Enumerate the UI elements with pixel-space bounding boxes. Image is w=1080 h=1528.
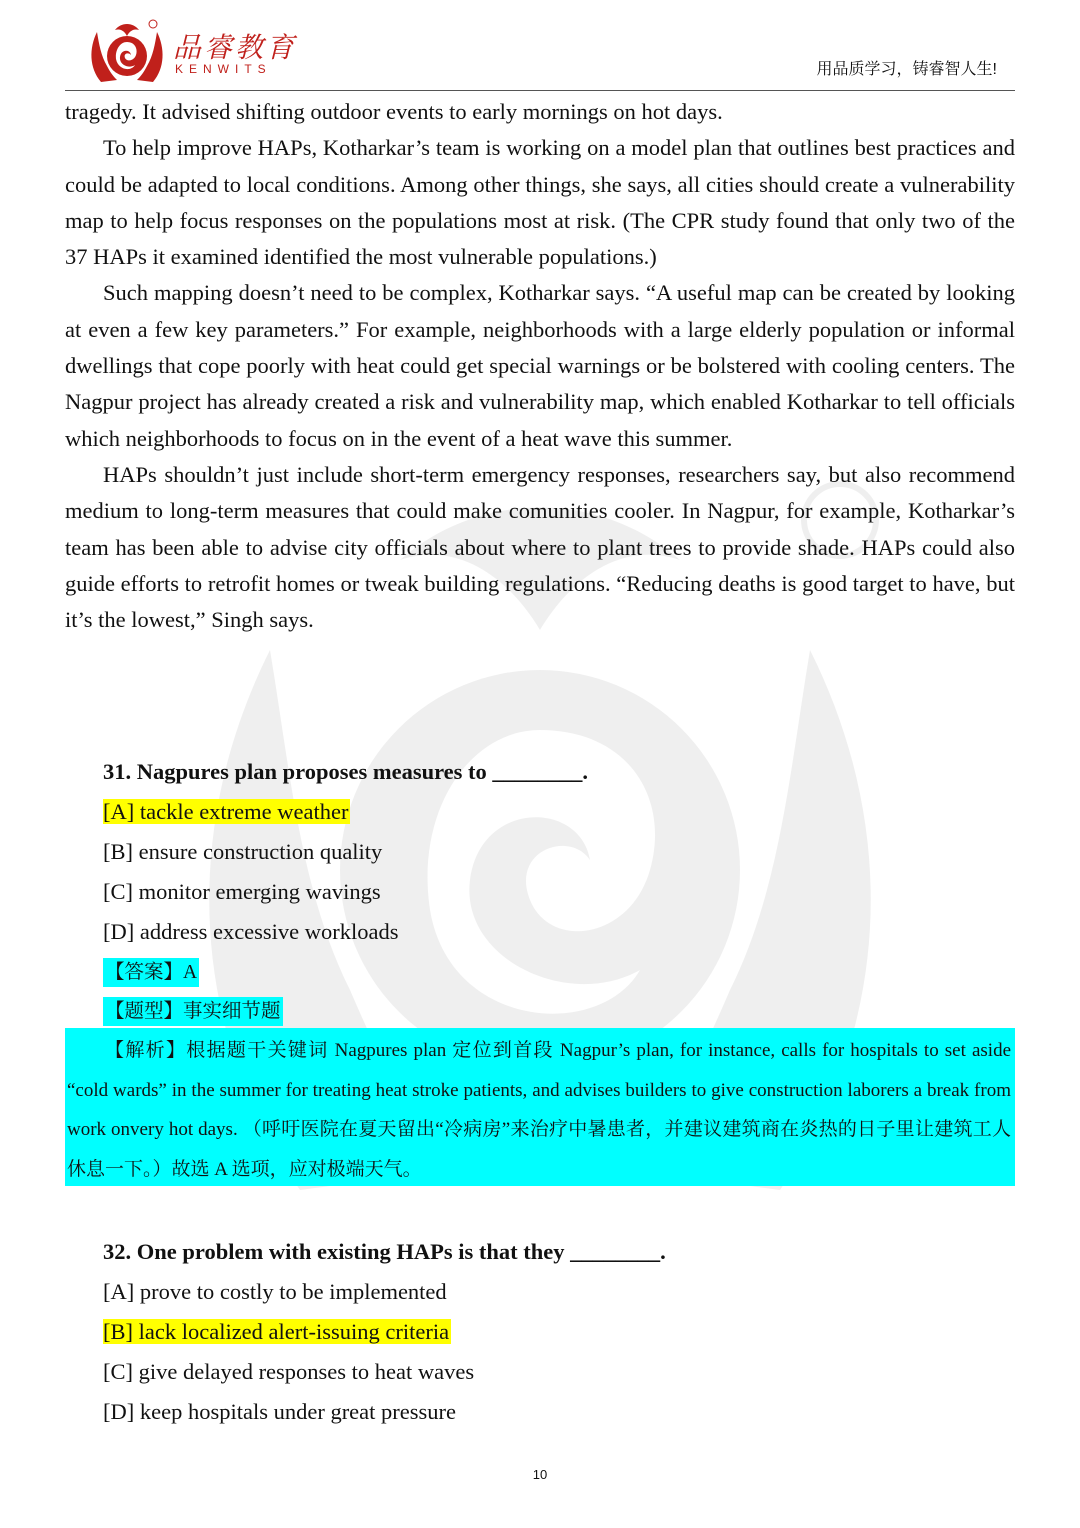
question-32-option-a: [A] prove to costly to be implemented <box>103 1279 447 1304</box>
question-32-title: 32. One problem with existing HAPs is that they ________. <box>103 1239 666 1264</box>
answer-text: 【答案】A <box>103 958 199 987</box>
analysis-text: 【解析】根据题干关键词 Nagpures plan 定位到首段 Nagpur’s plan, for instance, calls for hospitals to set aside “cold wards” in the summer for treating heat stroke patients, and advises builders to give construction laborers a break from work onvery hot days. （呼吁医院在夏天留出“冷病房”来治疗中暑患者，并建议建筑商在炎热的日子里让建筑工人休息一下。）故选 A 选项，应对极端天气。 <box>67 1040 1011 1180</box>
passage-paragraph: Such mapping doesn’t need to be complex, Kotharkar says. “A useful map can be created by looking at even a few key parameters.” For example, neighborhoods with a large elderly population or informal dwellings that cope poorly with heat could get special warnings or be bolstered with cooling centers. The Nagpur project has already created a risk and vulnerability map, which enabled Kotharkar to tell officials which neighborhoods to focus on in the event of a heat wave this summer. <box>65 280 1015 451</box>
question-31-title: 31. Nagpures plan proposes measures to ________. <box>103 759 589 784</box>
passage-paragraph: HAPs shouldn’t just include short-term emergency responses, researchers say, but also recommend medium to long-term measures that could make comunities cooler. In Nagpur, for example, Kotharkar’s team has been able to advise city officials about where to plant trees to provide shade. HAPs could also guide efforts to retrofit homes or tweak building regulations. “Reducing deaths is good target to have, but it’s the lowest,” Singh says. <box>65 461 1015 633</box>
question-31-option-d: [D] address excessive workloads <box>103 919 399 944</box>
question-32-option-b <box>103 1317 451 1347</box>
question-31-analysis <box>65 1028 1015 1186</box>
passage-paragraph: tragedy. It advised shifting outdoor events to early mornings on hot days. <box>65 99 723 124</box>
question-31-option-a <box>103 797 350 827</box>
page-number: 10 <box>532 1467 548 1482</box>
question-32-option-d: [D] keep hospitals under great pressure <box>103 1399 457 1424</box>
passage-paragraph: To help improve HAPs, Kotharkar’s team is working on a model plan that outlines best practices and could be adapted to local conditions. Among other things, she says, all cities should create a vulnerability map to help focus responses on the populations most at risk. (The CPR study found that only two of the 37 HAPs it examined identified the most vulnerable populations.) <box>65 135 1015 270</box>
brand-chinese-name: 品睿教育 <box>173 31 298 64</box>
question-31-type <box>103 997 283 1027</box>
kenwits-logo-icon <box>87 18 167 88</box>
brand-english-name: KENWITS <box>175 62 272 76</box>
option-text: [A] tackle extreme weather <box>103 799 349 824</box>
option-text: [B] lack localized alert-issuing criteria <box>103 1319 450 1344</box>
question-31-option-b: [B] ensure construction quality <box>103 839 383 864</box>
type-text: 【题型】事实细节题 <box>103 997 283 1026</box>
header-slogan: 用品质学习，铸睿智人生! <box>816 61 997 78</box>
question-31-option-c: [C] monitor emerging wavings <box>103 879 381 904</box>
passage-text <box>65 94 1015 638</box>
question-31-answer <box>103 958 199 988</box>
question-32-option-c: [C] give delayed responses to heat waves <box>103 1359 475 1384</box>
page-header <box>65 14 1015 91</box>
